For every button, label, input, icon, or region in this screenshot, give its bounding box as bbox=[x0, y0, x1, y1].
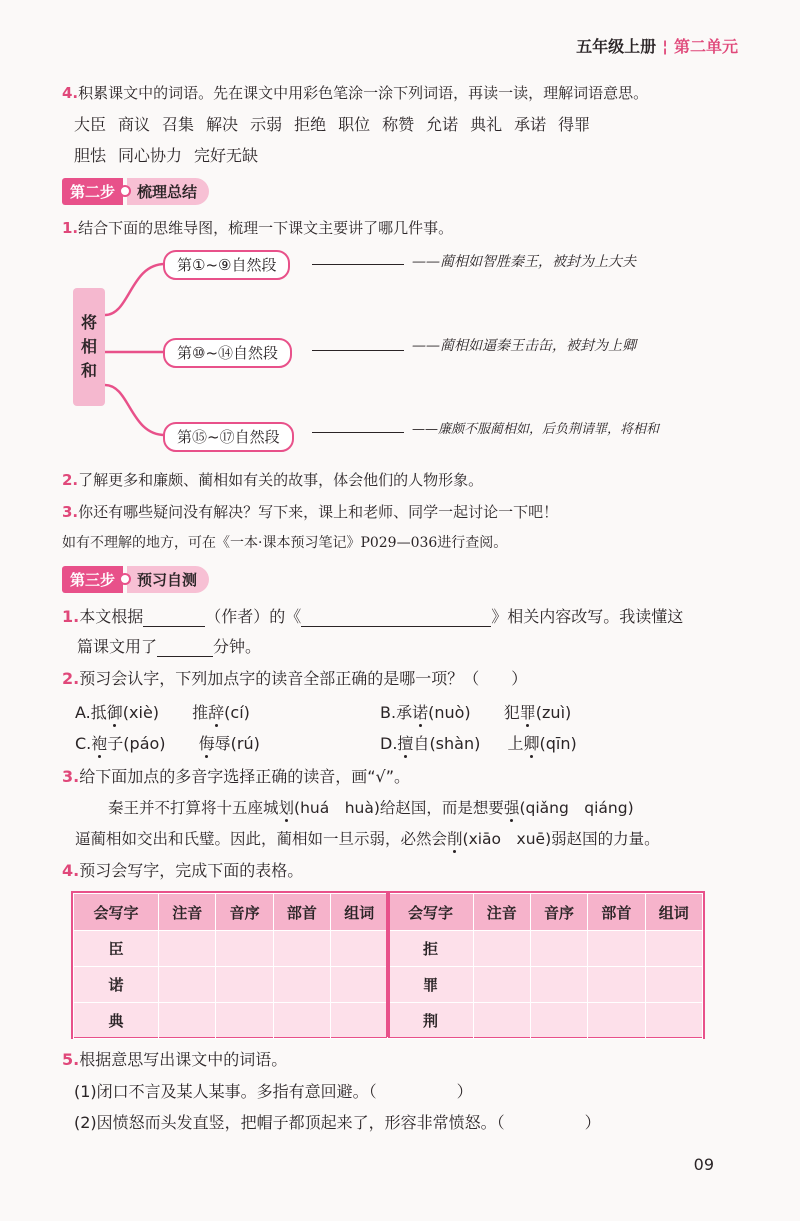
mindmap-answer: ——廉颇不服蔺相如，后负荆请罪，将相和 bbox=[412, 422, 660, 437]
question-text: 预习会写字，完成下面的表格。 bbox=[79, 861, 304, 880]
option-c[interactable] bbox=[75, 734, 260, 754]
option-d[interactable] bbox=[380, 734, 577, 754]
option-letter: D. bbox=[380, 734, 398, 753]
dotted-char: 卿 bbox=[523, 734, 540, 753]
source-book-blank[interactable] bbox=[301, 610, 491, 627]
table-header: 注音 bbox=[473, 894, 530, 931]
question-number: 3. bbox=[62, 767, 80, 786]
table-char: 荆 bbox=[388, 1003, 473, 1039]
table-header: 音序 bbox=[216, 894, 273, 931]
table-cell[interactable] bbox=[645, 931, 702, 967]
table-header: 组词 bbox=[331, 894, 388, 931]
step3-q5 bbox=[62, 1050, 287, 1070]
question-number: 3. bbox=[62, 503, 79, 521]
q5-item-1[interactable]: (1)闭口不言及某人某事。多指有意回避。（ ） bbox=[74, 1082, 473, 1101]
root-char: 相 bbox=[80, 337, 97, 356]
step-name: 梳理总结 bbox=[127, 178, 209, 205]
question-text: 篇课文用了 bbox=[77, 637, 158, 656]
root-char: 和 bbox=[80, 361, 97, 380]
dotted-char: 袍 bbox=[91, 734, 108, 753]
dotted-char: 侮 bbox=[198, 734, 215, 753]
step3-q4 bbox=[62, 861, 303, 881]
table-cell[interactable] bbox=[159, 1003, 216, 1039]
step-tag: 第三步 bbox=[62, 566, 123, 593]
vocab-word: 示弱 bbox=[250, 115, 283, 134]
question-text: 你还有哪些疑问没有解决？写下来，课上和老师、同学一起讨论一下吧！ bbox=[78, 503, 559, 521]
question-number: 1. bbox=[62, 607, 80, 626]
step3-q1-line1 bbox=[62, 607, 683, 627]
table-cell[interactable] bbox=[273, 967, 330, 1003]
table-cell[interactable] bbox=[645, 967, 702, 1003]
passage-text: 逼蔺相如交出和氏璧。因此，蔺相如一旦示弱，必然会 bbox=[75, 830, 448, 848]
pinyin: (rú) bbox=[230, 734, 260, 753]
pinyin-choice[interactable]: (xiāo xuē)弱赵国的力量。 bbox=[462, 830, 660, 848]
table-header: 部首 bbox=[588, 894, 645, 931]
option-b[interactable] bbox=[380, 703, 571, 723]
table-cell[interactable] bbox=[530, 931, 587, 967]
pinyin-choice[interactable]: (huá huà)给赵国，而是想要 bbox=[294, 799, 504, 817]
unit-label: 第二单元 bbox=[673, 37, 738, 56]
question-text: 结合下面的思维导图，梳理一下课文主要讲了哪几件事。 bbox=[78, 219, 454, 237]
question-text: 》相关内容改写。我读懂这 bbox=[491, 607, 684, 626]
table-header: 组词 bbox=[645, 894, 702, 931]
grade-label: 五年级上册 bbox=[576, 37, 657, 56]
question-text: 分钟。 bbox=[213, 637, 262, 656]
question-text: 根据意思写出课文中的词语。 bbox=[79, 1050, 288, 1069]
author-blank[interactable] bbox=[143, 610, 205, 627]
table-cell[interactable] bbox=[588, 931, 645, 967]
option-char: 子 bbox=[107, 734, 124, 753]
answer-blank bbox=[312, 432, 404, 433]
vocab-word: 解决 bbox=[206, 115, 239, 134]
table-cell[interactable] bbox=[473, 1003, 530, 1039]
step2-q3 bbox=[62, 502, 558, 522]
question-text: （作者）的《 bbox=[205, 607, 302, 626]
page-number: 09 bbox=[693, 1155, 714, 1174]
writing-table bbox=[71, 891, 705, 1039]
minutes-blank[interactable] bbox=[157, 640, 213, 657]
question-text: 了解更多和廉颇、蔺相如有关的故事，体会他们的人物形象。 bbox=[78, 471, 484, 489]
option-char: 辱 bbox=[214, 734, 231, 753]
option-char: 承 bbox=[396, 703, 413, 722]
q5-item-2[interactable]: (2)因愤怒而头发直竖，把帽子都顶起来了，形容非常愤怒。（ ） bbox=[74, 1113, 601, 1132]
question-text: 积累课文中的词语。先在课文中用彩色笔涂一涂下列词语，再读一读，理解词语意思。 bbox=[78, 84, 649, 102]
table-header: 注音 bbox=[159, 894, 216, 931]
option-char: 抵 bbox=[90, 703, 107, 722]
pinyin: (shàn) bbox=[429, 734, 481, 753]
question-number: 4. bbox=[62, 84, 79, 102]
option-letter: C. bbox=[75, 734, 92, 753]
question-number: 2. bbox=[62, 471, 79, 489]
question-number: 5. bbox=[62, 1050, 80, 1069]
dotted-char: 削 bbox=[447, 830, 463, 848]
table-cell[interactable] bbox=[216, 967, 273, 1003]
table-cell[interactable] bbox=[588, 967, 645, 1003]
table-header: 部首 bbox=[273, 894, 330, 931]
vocab-word: 商议 bbox=[118, 115, 151, 134]
dotted-char: 强 bbox=[503, 799, 520, 817]
table-char: 诺 bbox=[74, 967, 159, 1003]
q3-passage-line2 bbox=[75, 829, 660, 849]
vocab-word: 典礼 bbox=[470, 115, 503, 134]
dotted-char: 御 bbox=[106, 703, 123, 722]
step-name: 预习自测 bbox=[127, 566, 209, 593]
pinyin: (xiè) bbox=[122, 703, 160, 722]
step-dot bbox=[119, 185, 131, 197]
dotted-char: 辞 bbox=[208, 703, 225, 722]
step3-q2 bbox=[62, 669, 527, 689]
table-char: 罪 bbox=[388, 967, 473, 1003]
table-char: 典 bbox=[74, 1003, 159, 1039]
option-a[interactable] bbox=[75, 703, 250, 723]
dotted-char: 诺 bbox=[412, 703, 429, 722]
step-dot bbox=[119, 573, 131, 585]
pinyin: (qīn) bbox=[539, 734, 577, 753]
table-cell[interactable] bbox=[530, 1003, 587, 1039]
table-cell[interactable] bbox=[473, 931, 530, 967]
vocab-word: 拒绝 bbox=[294, 115, 327, 134]
step3-q1-line2 bbox=[77, 637, 261, 657]
root-char: 将 bbox=[80, 313, 97, 332]
pinyin: (zuì) bbox=[535, 703, 572, 722]
table-cell[interactable] bbox=[331, 1003, 388, 1039]
table-cell[interactable] bbox=[530, 967, 587, 1003]
table-cell[interactable] bbox=[273, 931, 330, 967]
step3-badge bbox=[62, 566, 209, 592]
table-header: 会写字 bbox=[388, 894, 473, 931]
question-number: 2. bbox=[62, 669, 80, 688]
pinyin: (cí) bbox=[224, 703, 250, 722]
reference-note: 如有不理解的地方，可在《一本·课本预习笔记》P029—036进行查阅。 bbox=[62, 535, 508, 551]
step2-q2 bbox=[62, 470, 483, 490]
question-text: 预习会认字，下列加点字的读音全部正确的是哪一项？（ ） bbox=[79, 669, 528, 688]
table-cell[interactable] bbox=[588, 1003, 645, 1039]
question-text: 给下面加点的多音字选择正确的读音，画“√”。 bbox=[79, 767, 410, 786]
table-char: 臣 bbox=[74, 931, 159, 967]
table-divider bbox=[386, 893, 390, 1037]
answer-blank bbox=[312, 264, 404, 265]
answer-blank bbox=[312, 350, 404, 351]
question-number: 4. bbox=[62, 861, 80, 880]
mindmap-node: 第⑮~⑰自然段 bbox=[163, 422, 294, 452]
passage-text: 秦王并不打算将十五座城 bbox=[108, 799, 279, 817]
table-cell[interactable] bbox=[331, 931, 388, 967]
pinyin: (nuò) bbox=[428, 703, 471, 722]
option-letter: A. bbox=[75, 703, 91, 722]
table-cell[interactable] bbox=[159, 967, 216, 1003]
mindmap-connectors bbox=[0, 0, 800, 470]
q3-passage-line1 bbox=[108, 798, 634, 818]
option-char: 上 bbox=[507, 734, 524, 753]
table-header: 会写字 bbox=[74, 894, 159, 931]
vocab-word: 同心协力 bbox=[118, 146, 183, 165]
table-cell[interactable] bbox=[473, 967, 530, 1003]
vocab-word: 召集 bbox=[162, 115, 195, 134]
mindmap-root bbox=[73, 288, 105, 406]
question-text: 本文根据 bbox=[79, 607, 144, 626]
table-cell[interactable] bbox=[273, 1003, 330, 1039]
option-char: 犯 bbox=[503, 703, 520, 722]
vocab-word: 胆怯 bbox=[74, 146, 107, 165]
vocab-word: 职位 bbox=[338, 115, 371, 134]
option-char: 推 bbox=[192, 703, 209, 722]
vocab-word: 大臣 bbox=[74, 115, 107, 134]
table-cell[interactable] bbox=[331, 967, 388, 1003]
pinyin: (páo) bbox=[123, 734, 166, 753]
vocab-word: 完好无缺 bbox=[194, 146, 259, 165]
vocab-word: 得罪 bbox=[558, 115, 591, 134]
table-cell[interactable] bbox=[216, 1003, 273, 1039]
mindmap-answer: ——蔺相如逼秦王击缶，被封为上卿 bbox=[412, 338, 636, 354]
table-char: 拒 bbox=[388, 931, 473, 967]
table-cell[interactable] bbox=[159, 931, 216, 967]
dotted-char: 划 bbox=[278, 799, 295, 817]
dotted-char: 罪 bbox=[519, 703, 536, 722]
pinyin-choice[interactable]: (qiǎng qiáng) bbox=[519, 799, 634, 817]
table-header: 音序 bbox=[530, 894, 587, 931]
option-letter: B. bbox=[380, 703, 397, 722]
vocab-word: 承诺 bbox=[514, 115, 547, 134]
option-char: 自 bbox=[413, 734, 430, 753]
question-number: 1. bbox=[62, 219, 79, 237]
vocab-word: 称赞 bbox=[382, 115, 415, 134]
header-separator: ¦ bbox=[662, 37, 668, 56]
step3-q3 bbox=[62, 767, 410, 787]
table-cell[interactable] bbox=[216, 931, 273, 967]
dotted-char: 擅 bbox=[397, 734, 414, 753]
mindmap-answer: ——蔺相如智胜秦王，被封为上大夫 bbox=[412, 254, 636, 270]
vocab-word: 允诺 bbox=[426, 115, 459, 134]
step-tag: 第二步 bbox=[62, 178, 123, 205]
mindmap-node: 第①~⑨自然段 bbox=[163, 250, 290, 280]
mindmap-node: 第⑩~⑭自然段 bbox=[163, 338, 292, 368]
table-cell[interactable] bbox=[645, 1003, 702, 1039]
